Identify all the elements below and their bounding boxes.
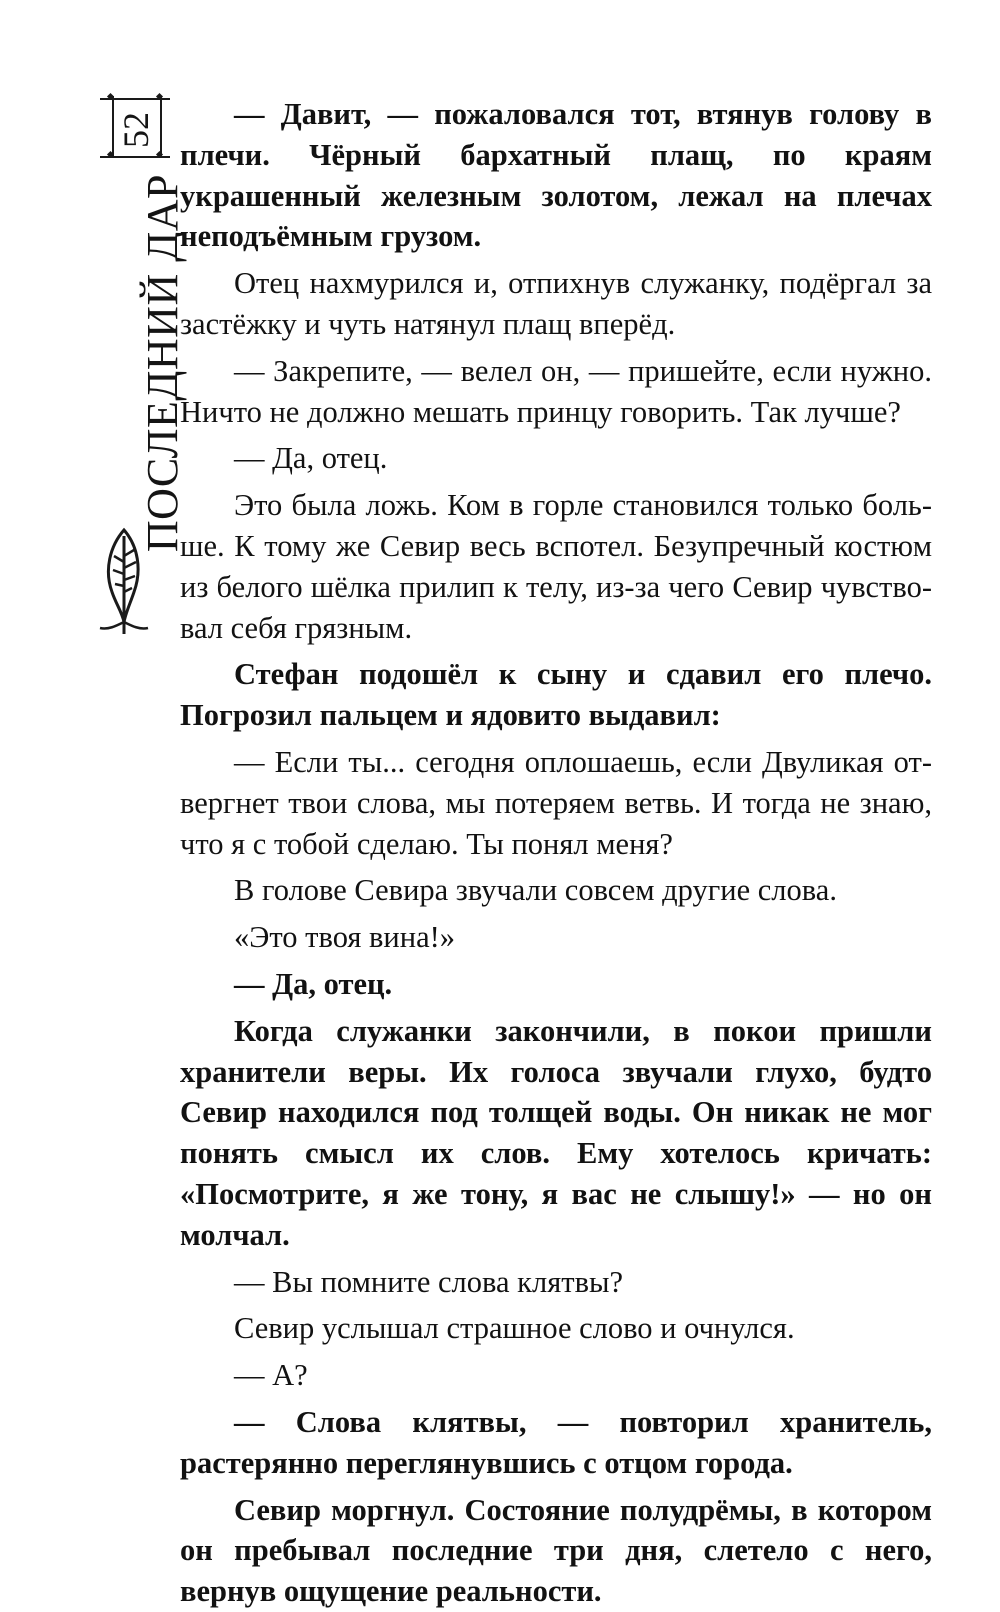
paragraph: Севир услышал страшное слово и очнулся. — [234, 1311, 795, 1346]
paragraph: В голове Севира звучали совсем другие слова. — [234, 873, 837, 908]
paragraph: «Это твоя вина!» — [234, 920, 456, 955]
paragraph: — Если ты... сегодня оплошаешь, если Двуликая отвергнет твои слова, мы потеряем ветвь. И тогда не знаю, что я с тобой сделаю. Ты понял меня? — [180, 744, 932, 861]
paragraph: — Да, отец. — [234, 441, 388, 476]
paragraph: — Закрепите, — велел он, — пришейте, если нужно. Ничто не должно мешать принцу говорить. Так лучше? — [180, 353, 932, 429]
page-number: 52 — [116, 112, 156, 148]
running-head — [40, 90, 187, 650]
body-text — [180, 94, 932, 1612]
paragraph: Отец нахмурился и, отпихнув служанку, подёргал за застёжку и чуть натянул плащ вперёд. — [180, 266, 932, 341]
paragraph: Когда служанки закончили, в покои пришли хранители веры. Их голоса звучали глухо, будто Севир находился под толщей воды. Он никак не мог понять смысл их слов. Ему хотелось кричать: «Посмотрите, я же тону, я вас не слышу!» — но он молчал. — [180, 1013, 932, 1252]
header-rule-tick-right — [160, 96, 162, 158]
feather-icon — [94, 526, 154, 636]
paragraph: — Да, отец. — [234, 966, 393, 1001]
header-rule-tick-left — [112, 96, 114, 158]
paragraph: Стефан подошёл к сыну и сдавил его плечо. Погрозил пальцем и ядовито выдавил: — [180, 657, 932, 733]
paragraph: Севир моргнул. Состояние полудрёмы, в котором он пребывал последние три дня, слетело с него, вернув ощущение реальности. — [180, 1492, 932, 1609]
book-title: ПОСЛЕДНИЙ ДАР — [138, 174, 187, 553]
paragraph: — Давит, — пожаловался тот, втянув голову в плечи. Чёрный бархатный плащ, по краям украшенный железным золотом, лежал на плечах неподъёмным грузом. — [180, 97, 932, 254]
paragraph: Это была ложь. Ком в горле становился только больше. К тому же Севир весь вспотел. Безупречный костюм из белого шёлка прилип к телу, из-за чего Севир чувствовал себя грязным. — [180, 488, 932, 645]
paragraph: — Вы помните слова клятвы? — [234, 1264, 624, 1299]
paragraph: — А? — [234, 1358, 308, 1393]
paragraph: — Слова клятвы, — повторил хранитель, растерянно переглянувшись с отцом города. — [180, 1404, 932, 1480]
